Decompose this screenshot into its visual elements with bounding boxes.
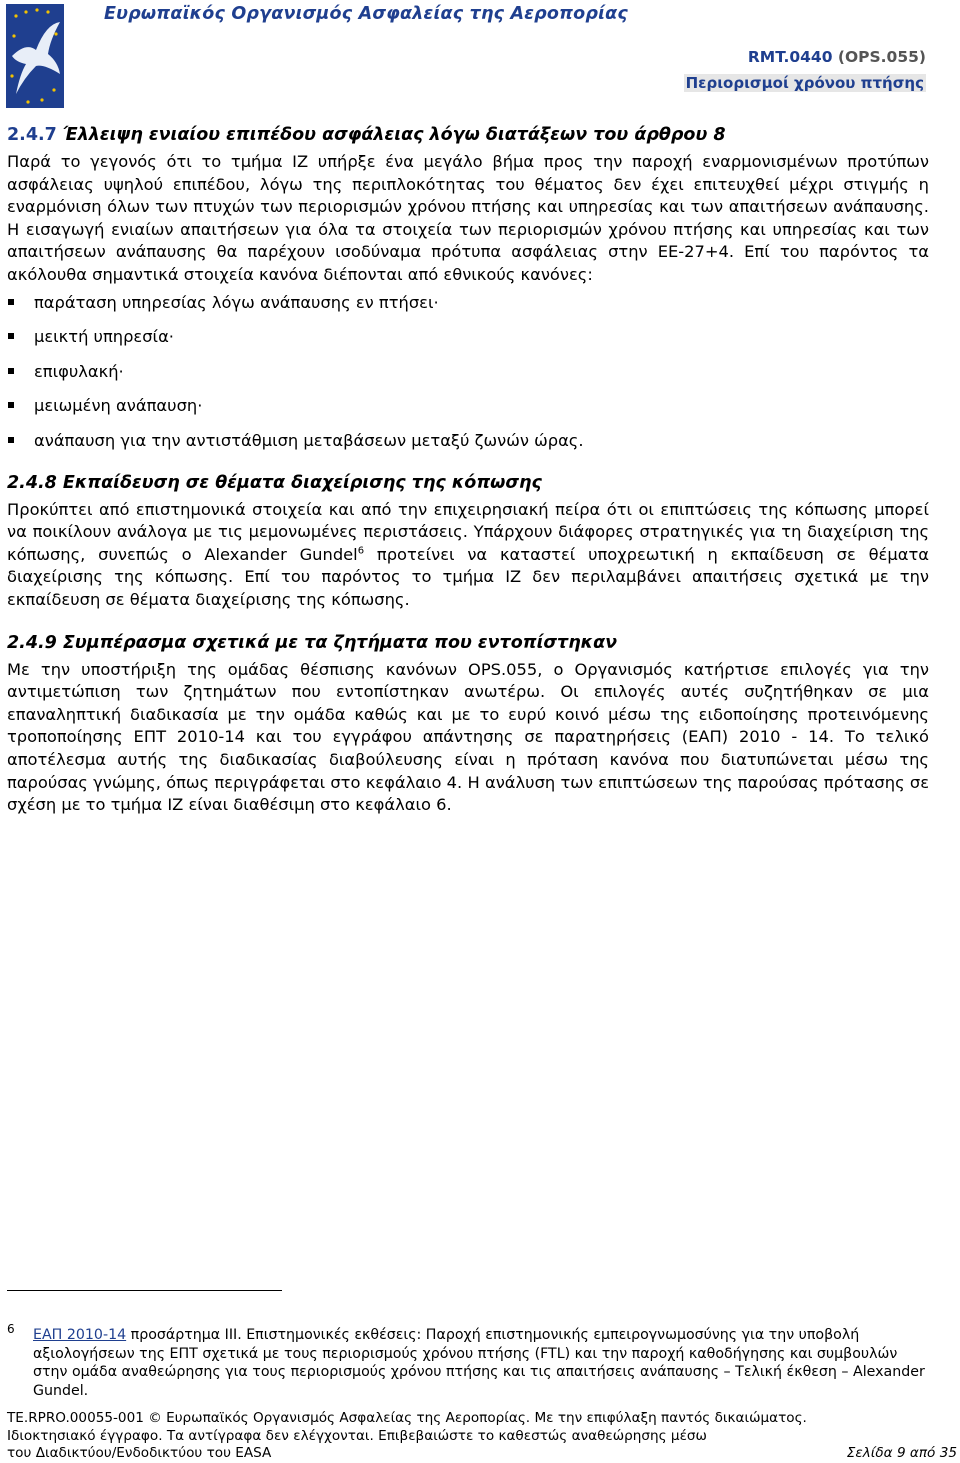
- footnote-text: [33, 1326, 933, 1400]
- footnote-separator: [7, 1290, 282, 1291]
- section-247-paragraph: Παρά το γεγονός ότι το τμήμα ΙΖ υπήρξε ένα μεγάλο βήμα προς την παροχή εναρμονισμένων προτύπων ασφάλειας υψηλού επιπέδου, λόγω της περιπλοκότητας του θέματος δεν έχει επιτευχθεί μέχρι στιγμής η εναρμόνιση όλων των πτυχών των περιορισμών χρόνου πτήσης και υπηρεσίας και των απαιτήσεων ανάπαυσης. Η εισαγωγή ενιαίων απαιτήσεων για όλα τα στοιχεία των περιορισμών χρόνου πτήσης και υπηρεσίας και των απαιτήσεων ανάπαυσης θα παρέχουν ισοδύναμα πρότυπα ασφάλειας στην ΕΕ-27+4. Επί του παρόντος τα ακόλουθα σημαντικά στοιχεία κανόνα διέπονται από εθνικούς κανόνες:: [7, 152, 929, 284]
- list-item-text: παράταση υπηρεσίας λόγω ανάπαυσης εν πτήσει·: [34, 292, 439, 312]
- section-247-title: Έλλειψη ενιαίου επιπέδου ασφάλειας λόγω διατάξεων του άρθρου 8: [56, 125, 726, 145]
- footnote-reference[interactable]: 6: [357, 545, 365, 557]
- page-number: Σελίδα 9 από 35: [846, 1445, 957, 1461]
- document-subtitle: Περιορισμοί χρόνου πτήσης: [685, 74, 924, 92]
- list-item: [7, 430, 929, 452]
- list-item: [7, 395, 929, 417]
- easa-logo-icon: [6, 4, 64, 108]
- footer-disclaimer-cont: του Διαδικτύου/Ενδοδικτύου του EASA: [7, 1445, 272, 1461]
- section-249-paragraph: Με την υποστήριξη της ομάδας θέσπισης κανόνων OPS.055, ο Οργανισμός κατήρτισε επιλογές για την αντιμετώπιση των ζητημάτων που εντοπίστηκαν ανωτέρω. Οι επιλογές αυτές συζητήθηκαν σε μια επαναληπτική διαδικασία με την ομάδα καθώς και με το ευρύ κοινό μέσω της ειδοποίησης προτεινόμενης τροποποίησης ΕΠΤ 2010-14 και του εγγράφου απάντησης σε παρατηρήσεις (ΕΑΠ) 2010 - 14. Το τελικό αποτέλεσμα αυτής της διαδικασίας διαβούλευσης είναι η πρόταση κανόνα που διατυπώνεται μέσω της παρούσας γνώμης, όπως περιγράφεται στο κεφάλαιο 4. Η ανάλυση των επιπτώσεων της παρούσας πρότασης σε σχέση με το τμήμα ΙΖ είναι διαθέσιμη στο κεφάλαιο 6.: [7, 659, 929, 815]
- section-248-text-part2: προτείνει να καταστεί υποχρεωτική η εκπαίδευση σε θέματα διαχείρισης της κόπωσης. Επί του παρόντος το τμήμα ΙΖ δεν περιλαμβάνει απαιτήσεις σχετικά με την εκπαίδευση σε θέματα διαχείρισης της κόπωσης.: [7, 544, 929, 609]
- footnote-body: προσάρτημα III. Επιστημονικές εκθέσεις: Παροχή επιστημονικής εμπειρογνωμοσύνης για την υποβολή αξιολογήσεων της ΕΠΤ σχετικά με τους περιορισμούς χρόνου πτήσης (FTL) και την παροχή καθοδήγησης και συμβουλών στην ομάδα αναθεώρησης για τους περιορισμούς χρόνου πτήσης και τις απαιτήσεις ανάπαυσης – Τελική έκθεση – Alexander Gundel.: [33, 1327, 925, 1399]
- section-249-heading: 2.4.9 Συμπέρασμα σχετικά με τα ζητήματα που εντοπίστηκαν: [7, 632, 618, 653]
- footer-disclaimer: Ιδιοκτησιακό έγγραφο. Τα αντίγραφα δεν ελέγχονται. Επιβεβαιώστε το καθεστώς αναθεώρησης μέσω: [7, 1427, 707, 1444]
- list-item-text: επιφυλακή·: [34, 361, 124, 381]
- main-content: [7, 124, 929, 817]
- organization-title: Ευρωπαϊκός Οργανισμός Ασφαλείας της Αεροπορίας: [104, 4, 628, 24]
- document-reference: [748, 48, 926, 66]
- bullet-square-icon: [8, 402, 14, 408]
- list-item-text: μειωμένη ανάπαυση·: [34, 396, 203, 416]
- footer-copyright: TE.RPRO.00055-001 © Ευρωπαϊκός Οργανισμός Ασφαλείας της Αεροπορίας. Με την επιφύλαξη παντός δικαιώματος.: [7, 1410, 807, 1426]
- list-item: [7, 326, 929, 348]
- rmt-number: RMT.0440: [747, 48, 833, 66]
- list-item-text: ανάπαυση για την αντιστάθμιση μεταβάσεων μεταξύ ζωνών ώρας.: [34, 430, 584, 450]
- bullet-square-icon: [8, 437, 14, 443]
- section-247-bullet-list: [7, 292, 929, 452]
- bullet-square-icon: [8, 333, 14, 339]
- section-248-paragraph: [7, 499, 929, 612]
- page-footer: [7, 1410, 957, 1463]
- bullet-square-icon: [8, 368, 14, 374]
- section-248-text-part1: Προκύπτει από επιστημονικά στοιχεία και από την επιχειρησιακή πείρα ότι οι επιπτώσεις της κόπωσης μπορεί να ποικίλουν ανάλογα με τις μεμονωμένες περιστάσεις. Υπάρχουν διάφορες στρατηγικές για τη διαχείριση της κόπωσης, συνεπώς ο Alexander Gundel: [7, 499, 929, 564]
- footnote-number: 6: [7, 1322, 15, 1336]
- section-247-heading: [7, 124, 929, 146]
- list-item: [7, 361, 929, 383]
- footnote-link[interactable]: ΕΑΠ 2010-14: [33, 1327, 127, 1343]
- section-248-heading: 2.4.8 Εκπαίδευση σε θέματα διαχείρισης της κόπωσης: [7, 472, 542, 493]
- ops-number: (OPS.055): [832, 48, 926, 66]
- section-247-number: 2.4.7: [7, 125, 57, 145]
- list-item-text: μεικτή υπηρεσία·: [34, 327, 174, 347]
- bullet-square-icon: [8, 299, 14, 305]
- list-item: [7, 292, 929, 314]
